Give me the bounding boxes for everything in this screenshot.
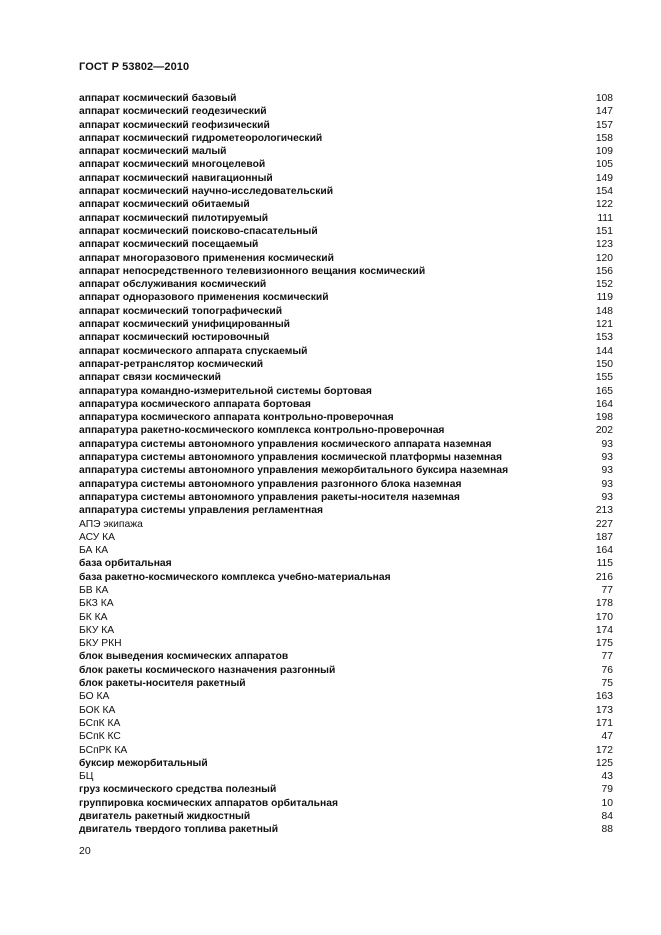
index-term: аппарат космический посещаемый [79,239,259,251]
index-entry [79,225,613,238]
index-entry [79,544,613,557]
index-page-ref: 84 [601,811,613,823]
index-term: аппаратура системы автономного управления космической платформы наземная [79,452,502,464]
index-term: аппаратура ракетно-космического комплекса контрольно-проверочная [79,425,445,437]
index-term: буксир межорбитальный [79,757,208,769]
index-term: двигатель ракетный жидкостный [79,811,251,823]
index-entry [79,531,613,544]
index-entry [79,571,613,584]
index-term: аппарат непосредственного телевизионного вещания космический [79,265,426,277]
index-term: аппаратура системы управления регламентная [79,505,323,517]
index-term: аппаратура командно-измерительной системы бортовая [79,385,372,397]
index-entry [79,810,613,823]
index-entry [79,291,613,304]
index-entry [79,424,613,437]
index-term: аппарат космический пилотируемый [79,212,269,224]
index-page-ref: 149 [595,172,613,184]
index-entry [79,451,613,464]
index-term: аппарат космический геодезический [79,106,267,118]
index-term: АПЭ экипажа [79,518,143,530]
index-entry [79,305,613,318]
index-page-ref: 227 [595,518,613,530]
index-term: блок ракеты космического назначения разгонный [79,664,336,676]
index-term: аппарат космический научно-исследовательский [79,186,334,198]
index-term: АСУ КА [79,531,116,543]
index-term: БКУ КА [79,624,115,636]
index-entry [79,371,613,384]
index-page-ref: 202 [595,425,613,437]
index-page-ref: 163 [595,691,613,703]
index-page-ref: 88 [601,824,613,836]
index-entry [79,185,613,198]
index-entry [79,172,613,185]
index-entry [79,158,613,171]
index-page-ref: 109 [595,146,613,158]
index-term: база орбитальная [79,558,172,570]
index-page-ref: 150 [595,358,613,370]
index-entry [79,611,613,624]
index-page-ref: 10 [601,797,613,809]
index-entry [79,464,613,477]
index-entry [79,198,613,211]
index-entry [79,730,613,743]
index-page-ref: 115 [596,558,613,570]
index-term: аппарат космический малый [79,146,227,158]
index-page-ref: 108 [595,93,613,104]
index-entry [79,584,613,597]
index-page-ref: 121 [595,319,613,331]
index-entry [79,92,613,105]
index-term: аппарат космический базовый [79,93,237,104]
index-term: аппаратура космического аппарата контрольно-проверочная [79,412,394,424]
index-entry [79,318,613,331]
index-term: БСпК КС [79,731,121,743]
index-page-ref: 148 [595,305,613,317]
index-term: группировка космических аппаратов орбитальная [79,797,338,809]
index-term: БКУ РКН [79,638,122,650]
index-term: аппарат многоразового применения космический [79,252,334,264]
index-term: груз космического средства полезный [79,784,277,796]
index-page-ref: 171 [595,717,613,729]
index-page-ref: 198 [595,412,613,424]
index-entry [79,252,613,265]
index-entry [79,132,613,145]
index-term: аппаратура системы автономного управления ракеты-носителя наземная [79,491,460,503]
index-page-ref: 153 [595,332,613,344]
index-entry [79,119,613,132]
index-entry [79,677,613,690]
index-entry [79,704,613,717]
index-entry [79,757,613,770]
index-entry [79,491,613,504]
index-term: блок выведения космических аппаратов [79,651,289,663]
index-entry [79,597,613,610]
index-term: БВ КА [79,584,109,596]
index-term: БСпРК КА [79,744,128,756]
index-page-ref: 120 [595,252,613,264]
index-page-ref: 173 [595,704,613,716]
index-page-ref: 77 [601,651,613,663]
index-term: аппарат космический унифицированный [79,319,290,331]
index-term: аппарат одноразового применения космический [79,292,329,304]
index-term: аппарат космический топографический [79,305,283,317]
index-page-ref: 79 [601,784,613,796]
index-entry [79,212,613,225]
index-term: двигатель твердого топлива ракетный [79,824,279,836]
index-term: аппарат космический обитаемый [79,199,250,211]
index-entry [79,650,613,663]
index-entry [79,797,613,810]
index-term: аппаратура системы автономного управления космического аппарата наземная [79,438,492,450]
index-entry [79,637,613,650]
index-entry [79,358,613,371]
index-entry [79,823,613,836]
index-page-ref: 187 [595,531,613,543]
index-page-ref: 93 [601,491,613,503]
index-page-ref: 47 [601,731,613,743]
index-page-ref: 178 [595,598,613,610]
index-entry [79,690,613,703]
index-page-ref: 125 [595,757,613,769]
index-page-ref: 164 [595,545,613,557]
index-entry [79,624,613,637]
index-page-ref: 151 [595,225,613,237]
index-page-ref: 144 [595,345,613,357]
index-page-ref: 158 [595,132,613,144]
index-entry [79,717,613,730]
index-entry [79,265,613,278]
index-term: БКЗ КА [79,598,114,610]
index-term: БО КА [79,691,110,703]
index-page-ref: 157 [595,119,613,131]
index-term: аппарат космический гидрометеорологический [79,132,323,144]
index-page-ref: 122 [595,199,613,211]
index-term: аппаратура системы автономного управления разгонного блока наземная [79,478,462,490]
index-page-ref: 172 [595,744,613,756]
index-page-ref: 175 [595,638,613,650]
index-term: блок ракеты-носителя ракетный [79,678,246,690]
index-page-ref: 174 [595,624,613,636]
index-page-ref: 43 [601,771,613,783]
index-term: аппарат космический навигационный [79,172,273,184]
index-page-ref: 216 [595,571,613,583]
index-term: аппарат космический геофизический [79,119,270,131]
index-page-ref: 93 [601,478,613,490]
index-page-ref: 123 [595,239,613,251]
index-term: аппарат обслуживания космический [79,279,267,291]
index-term: аппарат космический поисково-спасательный [79,225,318,237]
index-entry [79,438,613,451]
index-term: БЦ [79,771,94,783]
index-page-ref: 77 [601,584,613,596]
index-entry [79,411,613,424]
index-page-ref: 147 [595,106,613,118]
index-entry [79,238,613,251]
index-term: аппаратура системы автономного управления межорбитального буксира наземная [79,465,509,477]
index-term: аппаратура космического аппарата бортовая [79,398,311,410]
index-page-ref: 93 [601,465,613,477]
index-term: БСпК КА [79,717,121,729]
index-page-ref: 156 [595,265,613,277]
index-term: БА КА [79,545,109,557]
index-entry [79,398,613,411]
index-page-ref: 154 [595,186,613,198]
index-page-ref: 111 [597,212,613,224]
index-entry [79,504,613,517]
index-entry [79,744,613,757]
index-page-ref: 213 [595,505,613,517]
index-entry [79,105,613,118]
index-page-ref: 105 [595,159,613,171]
index-page-ref: 165 [595,385,613,397]
index-entry [79,345,613,358]
index-entry [79,278,613,291]
index-term: БК КА [79,611,108,623]
index-page-ref: 76 [601,664,613,676]
index-page-ref: 119 [596,292,613,304]
index-term: аппарат космический многоцелевой [79,159,266,171]
index-page-ref: 152 [595,279,613,291]
index-entry [79,783,613,796]
index-page-ref: 93 [601,438,613,450]
index-entry [79,770,613,783]
index-page-ref: 93 [601,452,613,464]
index-entry [79,518,613,531]
index-entry [79,478,613,491]
index-page-ref: 75 [601,678,613,690]
index-list [79,92,613,837]
index-entry [79,557,613,570]
index-term: БОК КА [79,704,116,716]
document-header: ГОСТ Р 53802—2010 [79,61,190,73]
index-page-ref: 170 [595,611,613,623]
index-term: аппарат связи космический [79,372,222,384]
index-page-ref: 155 [595,372,613,384]
index-term: аппарат космического аппарата спускаемый [79,345,308,357]
index-term: аппарат космический юстировочный [79,332,270,344]
index-entry [79,664,613,677]
index-entry [79,385,613,398]
index-term: аппарат-ретранслятор космический [79,358,264,370]
index-page-ref: 164 [595,398,613,410]
index-entry [79,331,613,344]
index-entry [79,145,613,158]
index-term: база ракетно-космического комплекса учебно-материальная [79,571,391,583]
page-number: 20 [79,845,91,857]
